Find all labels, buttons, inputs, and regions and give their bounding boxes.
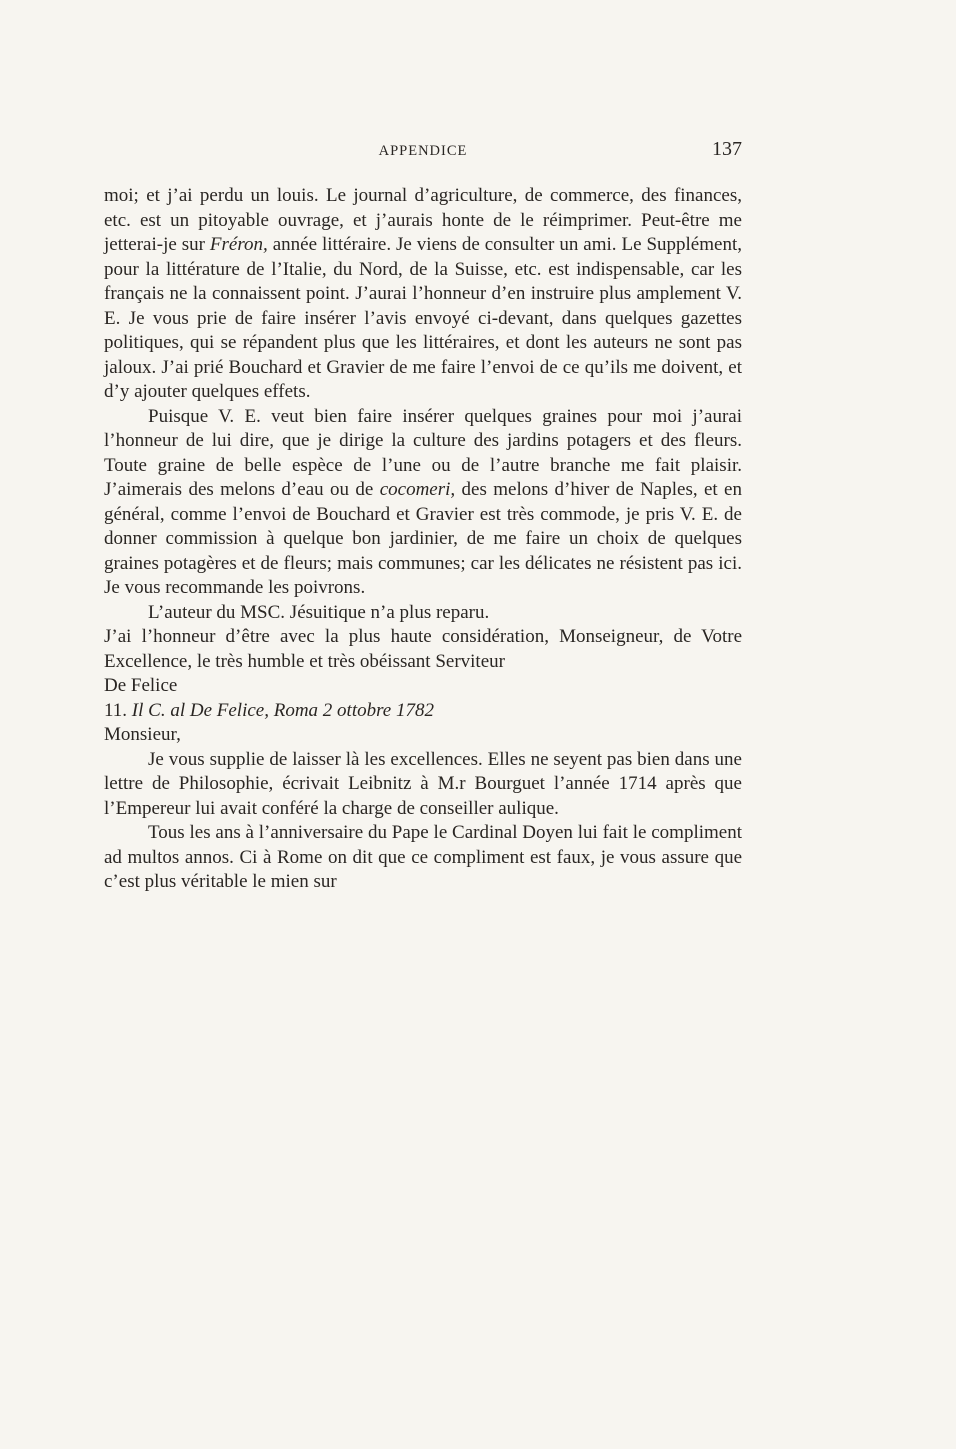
letter-closing: J’ai l’honneur d’être avec la plus haute considération, Monseigneur, de Votre Excellence, le très humble et très obéissant Serviteur — [104, 626, 742, 672]
running-head — [104, 138, 742, 164]
page-number: 137 — [712, 138, 742, 160]
letter-11-paragraph-1: Je vous supplie de laisser là les excellences. Elles ne seyent pas bien dans une lettre de Philosophie, écrivait Leibnitz à M.r Bourguet l’année 1714 après que l’Empereur lui avait conféré la charge de conseiller aulique. — [104, 748, 742, 819]
letter-10-paragraph-3: L’auteur du MSC. Jésuitique n’a plus reparu. — [148, 601, 490, 623]
letter-11-heading — [104, 699, 742, 724]
letter-10-paragraph-2 — [104, 405, 742, 601]
letter-number: 11. — [104, 699, 128, 721]
text-run: des melons d’hiver de Naples, et en général, comme l’envoi de Bouchard et Gravier est très commode, je pris V. E. de donner commission à quelque bon jardinier, de me faire un choix de quelques graines potagères et de fleurs; mais communes; car les délicates ne résistent pas ici. Je vous recommande les poivrons. — [104, 479, 742, 598]
running-title: APPENDICE — [378, 143, 468, 159]
text-run: année littéraire. Je viens de consulter un ami. Le Supplément, pour la littérature de l’Italie, du Nord, de la Suisse, etc. est indispensable, car les français ne la connaissent point. J’aurai l’honneur d’en instruire plus amplement V. E. Je vous prie de faire insérer l’avis envoyé ci-devant, dans quelques gazettes politiques, qui se répandent plus que les littéraires, et dont les auteurs ne sont pas jaloux. J’ai prié Bouchard et Gravier de me faire l’envoi de ce qu’ils me doivent, et d’y ajouter quelques effets. — [104, 234, 742, 402]
text-run: Puisque V. E. veut bien faire insérer quelques graines pour moi j’aurai l’honneur de lui dire, que je dirige la culture des jardins potagers et des fleurs. Toute graine de belle espèce de l’une ou de l’autre branche me fait plaisir. J’aimerais des melons d’eau ou de — [104, 405, 742, 500]
letter-heading-text: Il C. al De Felice, Roma 2 ottobre 1782 — [131, 699, 434, 721]
salutation: Monsieur, — [104, 724, 181, 745]
letter-11-paragraph-2: Tous les ans à l’anniversaire du Pape le Cardinal Doyen lui fait le compliment ad multos annos. Ci à Rome on dit que ce compliment est faux, je vous assure que c’est plus véritable le mien sur — [104, 822, 742, 892]
signature: De Felice — [104, 675, 178, 696]
text-run: moi; et j’ai perdu un louis. Le journal d’agriculture, de commerce, des finances, etc. est un pitoyable ouvrage, et j’aurais honte de le réimprimer. Peut-être me jetterai-je sur — [104, 185, 742, 255]
page-body — [104, 184, 742, 895]
italic-word: cocomeri, — [379, 479, 456, 500]
italic-title: Fréron, — [209, 234, 268, 255]
letter-10-paragraph-1 — [104, 184, 742, 405]
